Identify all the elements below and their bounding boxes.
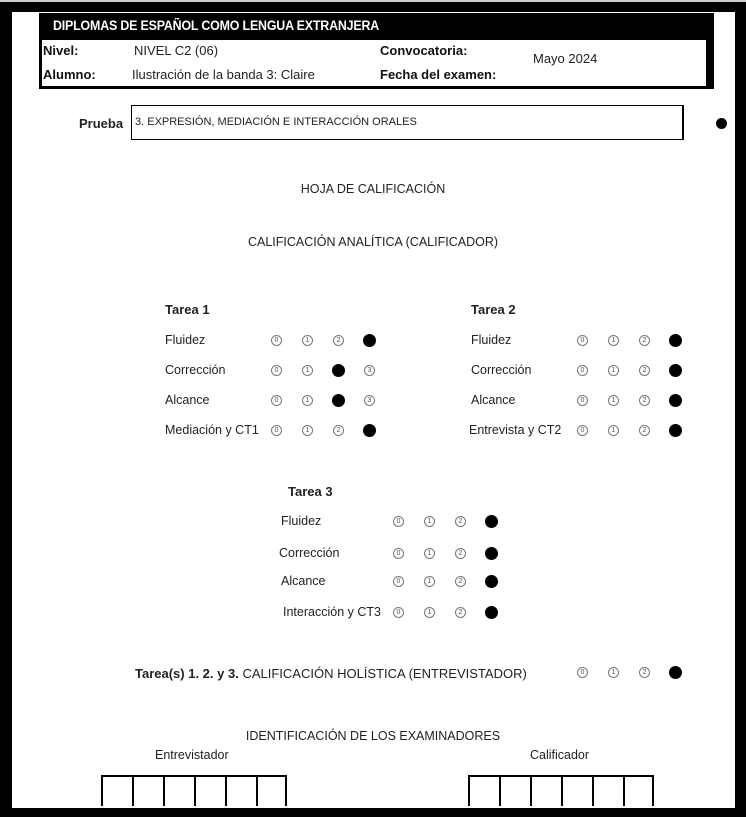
task-1-criterion-4-option-2[interactable]: 2 bbox=[333, 425, 344, 436]
holistic-label-tasks: Tarea(s) 1. 2. y 3. bbox=[135, 666, 239, 681]
grader-digit-box[interactable] bbox=[623, 777, 654, 806]
task-1-criterion-3-option-0[interactable]: 0 bbox=[271, 395, 282, 406]
task-3-criterion-label: Interacción y CT3 bbox=[283, 605, 381, 619]
task-1-criterion-label: Mediación y CT1 bbox=[165, 423, 259, 437]
convocatoria-value: Mayo 2024 bbox=[533, 51, 598, 66]
task-2-criterion-4-option-3[interactable] bbox=[669, 424, 682, 437]
task-1-criterion-3-option-2[interactable] bbox=[332, 394, 345, 407]
margin-marker-dot bbox=[716, 118, 727, 129]
interviewer-digit-box[interactable] bbox=[225, 777, 256, 806]
task-3-criterion-4-option-1[interactable]: 1 bbox=[424, 607, 435, 618]
prueba-label: Prueba bbox=[79, 116, 124, 131]
prueba-field bbox=[131, 105, 684, 140]
task-3-criterion-1-option-0[interactable]: 0 bbox=[393, 516, 404, 527]
task-1-criterion-4-option-0[interactable]: 0 bbox=[271, 425, 282, 436]
task-1-criterion-1-option-1[interactable]: 1 bbox=[302, 335, 313, 346]
interviewer-digit-box[interactable] bbox=[194, 777, 225, 806]
task-2-criterion-3-option-0[interactable]: 0 bbox=[577, 395, 588, 406]
task-2-criterion-1-option-1[interactable]: 1 bbox=[608, 335, 619, 346]
nivel-label: Nivel: bbox=[43, 43, 79, 58]
interviewer-digit-box[interactable] bbox=[256, 777, 287, 806]
task-3-criterion-2-option-2[interactable]: 2 bbox=[455, 548, 466, 559]
task-3-criterion-3-option-0[interactable]: 0 bbox=[393, 576, 404, 587]
task-1-criterion-label: Fluidez bbox=[165, 333, 206, 347]
task-2-criterion-label: Corrección bbox=[471, 363, 532, 377]
task-3-criterion-1-option-2[interactable]: 2 bbox=[455, 516, 466, 527]
task-3-criterion-label: Alcance bbox=[281, 574, 326, 588]
grader-label: Calificador bbox=[530, 748, 590, 762]
interviewer-label: Entrevistador bbox=[155, 748, 229, 762]
task-2-title: Tarea 2 bbox=[471, 302, 516, 317]
grader-digit-box[interactable] bbox=[561, 777, 592, 806]
analytic-heading: CALIFICACIÓN ANALÍTICA (CALIFICADOR) bbox=[247, 235, 499, 249]
task-1-criterion-label: Corrección bbox=[165, 363, 226, 377]
sheet-heading: HOJA DE CALIFICACIÓN bbox=[300, 182, 446, 196]
task-1-criterion-2-option-1[interactable]: 1 bbox=[302, 365, 313, 376]
task-1-criterion-2-option-2[interactable] bbox=[332, 364, 345, 377]
holistic-option-3[interactable] bbox=[669, 666, 682, 679]
task-1-criterion-4-option-1[interactable]: 1 bbox=[302, 425, 313, 436]
alumno-value: Ilustración de la banda 3: Claire bbox=[132, 67, 315, 82]
task-2-criterion-label: Entrevista y CT2 bbox=[469, 423, 562, 437]
task-3-criterion-3-option-3[interactable] bbox=[485, 575, 498, 588]
task-3-criterion-label: Fluidez bbox=[281, 514, 322, 528]
grader-digit-box[interactable] bbox=[530, 777, 561, 806]
interviewer-code-boxes bbox=[101, 775, 287, 806]
task-2-criterion-2-option-0[interactable]: 0 bbox=[577, 365, 588, 376]
task-3-title: Tarea 3 bbox=[288, 484, 333, 499]
exam-header bbox=[39, 13, 714, 89]
task-1-criterion-2-option-0[interactable]: 0 bbox=[271, 365, 282, 376]
holistic-option-1[interactable]: 1 bbox=[608, 667, 619, 678]
examiners-heading: IDENTIFICACIÓN DE LOS EXAMINADORES bbox=[245, 729, 501, 743]
task-1-criterion-3-option-1[interactable]: 1 bbox=[302, 395, 313, 406]
task-3-criterion-4-option-0[interactable]: 0 bbox=[393, 607, 404, 618]
task-3-criterion-3-option-1[interactable]: 1 bbox=[424, 576, 435, 587]
task-2-criterion-2-option-1[interactable]: 1 bbox=[608, 365, 619, 376]
fecha-label: Fecha del examen: bbox=[380, 67, 497, 82]
task-3-criterion-2-option-3[interactable] bbox=[485, 547, 498, 560]
holistic-option-2[interactable]: 2 bbox=[639, 667, 650, 678]
task-2-criterion-3-option-3[interactable] bbox=[669, 394, 682, 407]
task-2-criterion-2-option-3[interactable] bbox=[669, 364, 682, 377]
holistic-label bbox=[135, 666, 527, 681]
task-3-criterion-4-option-2[interactable]: 2 bbox=[455, 607, 466, 618]
task-3-criterion-1-option-3[interactable] bbox=[485, 515, 498, 528]
alumno-label: Alumno: bbox=[43, 67, 96, 82]
grader-digit-box[interactable] bbox=[592, 777, 623, 806]
task-1-criterion-3-option-3[interactable]: 3 bbox=[364, 395, 375, 406]
task-1-criterion-1-option-3[interactable] bbox=[363, 334, 376, 347]
task-1-criterion-1-option-0[interactable]: 0 bbox=[271, 335, 282, 346]
task-3-criterion-label: Corrección bbox=[279, 546, 340, 560]
task-3-criterion-4-option-3[interactable] bbox=[485, 606, 498, 619]
task-2-criterion-4-option-0[interactable]: 0 bbox=[577, 425, 588, 436]
grader-digit-box[interactable] bbox=[468, 777, 499, 806]
interviewer-digit-box[interactable] bbox=[101, 777, 132, 806]
convocatoria-label: Convocatoria: bbox=[380, 43, 468, 58]
task-3-criterion-3-option-2[interactable]: 2 bbox=[455, 576, 466, 587]
prueba-value: 3. EXPRESIÓN, MEDIACIÓN E INTERACCIÓN ORALES bbox=[135, 116, 417, 128]
task-1-criterion-label: Alcance bbox=[165, 393, 210, 407]
task-2-criterion-2-option-2[interactable]: 2 bbox=[639, 365, 650, 376]
nivel-value: NIVEL C2 (06) bbox=[134, 43, 219, 58]
task-2-criterion-label: Alcance bbox=[471, 393, 516, 407]
task-2-criterion-1-option-2[interactable]: 2 bbox=[639, 335, 650, 346]
task-3-criterion-1-option-1[interactable]: 1 bbox=[424, 516, 435, 527]
task-3-criterion-2-option-1[interactable]: 1 bbox=[424, 548, 435, 559]
task-2-criterion-3-option-1[interactable]: 1 bbox=[608, 395, 619, 406]
task-3-criterion-2-option-0[interactable]: 0 bbox=[393, 548, 404, 559]
grader-code-boxes bbox=[468, 775, 654, 806]
task-2-criterion-label: Fluidez bbox=[471, 333, 512, 347]
grader-digit-box[interactable] bbox=[499, 777, 530, 806]
task-2-criterion-1-option-0[interactable]: 0 bbox=[577, 335, 588, 346]
task-2-criterion-4-option-2[interactable]: 2 bbox=[639, 425, 650, 436]
task-1-criterion-2-option-3[interactable]: 3 bbox=[364, 365, 375, 376]
task-1-criterion-4-option-3[interactable] bbox=[363, 424, 376, 437]
holistic-option-0[interactable]: 0 bbox=[577, 667, 588, 678]
holistic-label-text: CALIFICACIÓN HOLÍSTICA (ENTREVISTADOR) bbox=[238, 666, 527, 681]
header-info bbox=[42, 40, 706, 86]
task-2-criterion-3-option-2[interactable]: 2 bbox=[639, 395, 650, 406]
interviewer-digit-box[interactable] bbox=[163, 777, 194, 806]
header-title: DIPLOMAS DE ESPAÑOL COMO LENGUA EXTRANJERA bbox=[53, 18, 380, 33]
interviewer-digit-box[interactable] bbox=[132, 777, 163, 806]
task-1-title: Tarea 1 bbox=[165, 302, 210, 317]
task-2-criterion-1-option-3[interactable] bbox=[669, 334, 682, 347]
task-2-criterion-4-option-1[interactable]: 1 bbox=[608, 425, 619, 436]
task-1-criterion-1-option-2[interactable]: 2 bbox=[333, 335, 344, 346]
